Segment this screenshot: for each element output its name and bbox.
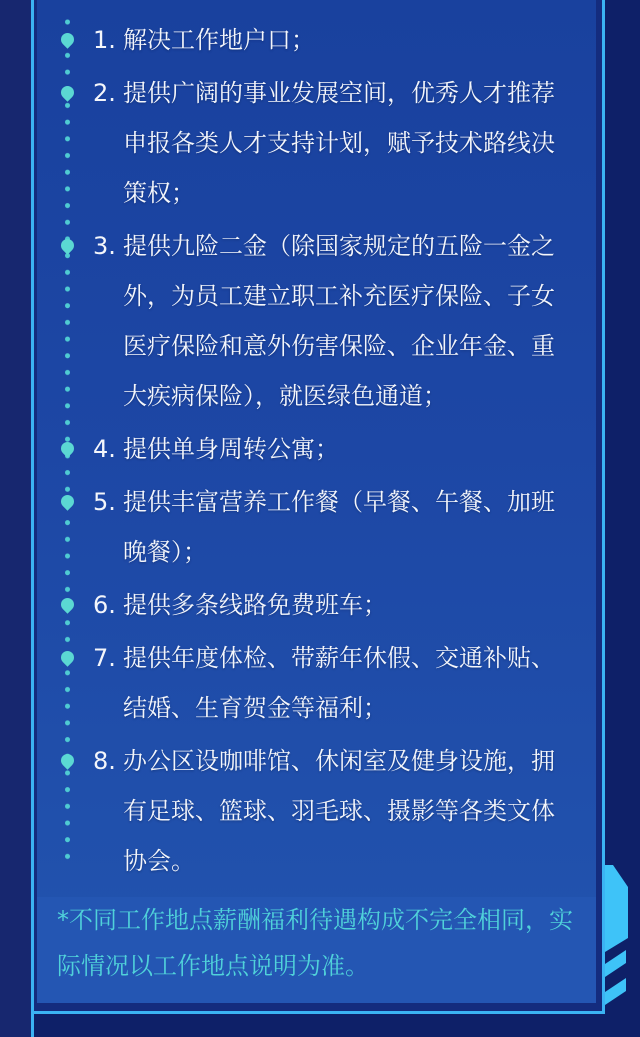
item-text: 办公区设咖啡馆、休闲室及健身设施，拥有足球、篮球、羽毛球、摄影等各类文体协会。: [123, 747, 555, 875]
item-text: 提供单身周转公寓；: [123, 435, 339, 463]
benefit-item-4: [93, 424, 573, 474]
benefit-item-5: [93, 477, 573, 577]
benefits-list: [93, 15, 573, 889]
item-text: 提供广阔的事业发展空间，优秀人才推荐申报各类人才支持计划，赋予技术路线决策权；: [123, 79, 555, 207]
benefit-item-3: [93, 221, 573, 421]
item-number: 7.: [93, 644, 116, 672]
item-text: 提供年度体检、带薪年休假、交通补贴、结婚、生育贺金等福利；: [123, 644, 555, 722]
item-number: 6.: [93, 591, 116, 619]
frame-line-bottom: [31, 1011, 603, 1014]
item-number: 5.: [93, 488, 116, 516]
benefit-item-8: [93, 736, 573, 886]
benefit-item-2: [93, 68, 573, 218]
item-number: 1.: [93, 26, 116, 54]
item-number: 8.: [93, 747, 116, 775]
benefit-item-7: [93, 633, 573, 733]
footnote-box: [37, 897, 596, 1003]
frame-line-left: [31, 0, 34, 1037]
item-text: 提供九险二金（除国家规定的五险一金之外，为员工建立职工补充医疗保险、子女医疗保险和意外伤害保险、企业年金、重大疾病保险），就医绿色通道；: [123, 232, 555, 410]
item-text: 提供丰富营养工作餐（早餐、午餐、加班晚餐）；: [123, 488, 555, 566]
frame-line-right: [602, 0, 605, 1014]
item-text: 提供多条线路免费班车；: [123, 591, 387, 619]
item-text: 解决工作地户口；: [123, 26, 315, 54]
benefit-item-1: [93, 15, 573, 65]
background-left-strip: [0, 0, 31, 1037]
item-number: 4.: [93, 435, 116, 463]
footnote-text: *不同工作地点薪酬福利待遇构成不完全相同，实际情况以工作地点说明为准。: [57, 906, 573, 980]
item-number: 2.: [93, 79, 116, 107]
corner-chevron-decoration-icon: [603, 864, 629, 1006]
item-number: 3.: [93, 232, 116, 260]
benefit-item-6: [93, 580, 573, 630]
